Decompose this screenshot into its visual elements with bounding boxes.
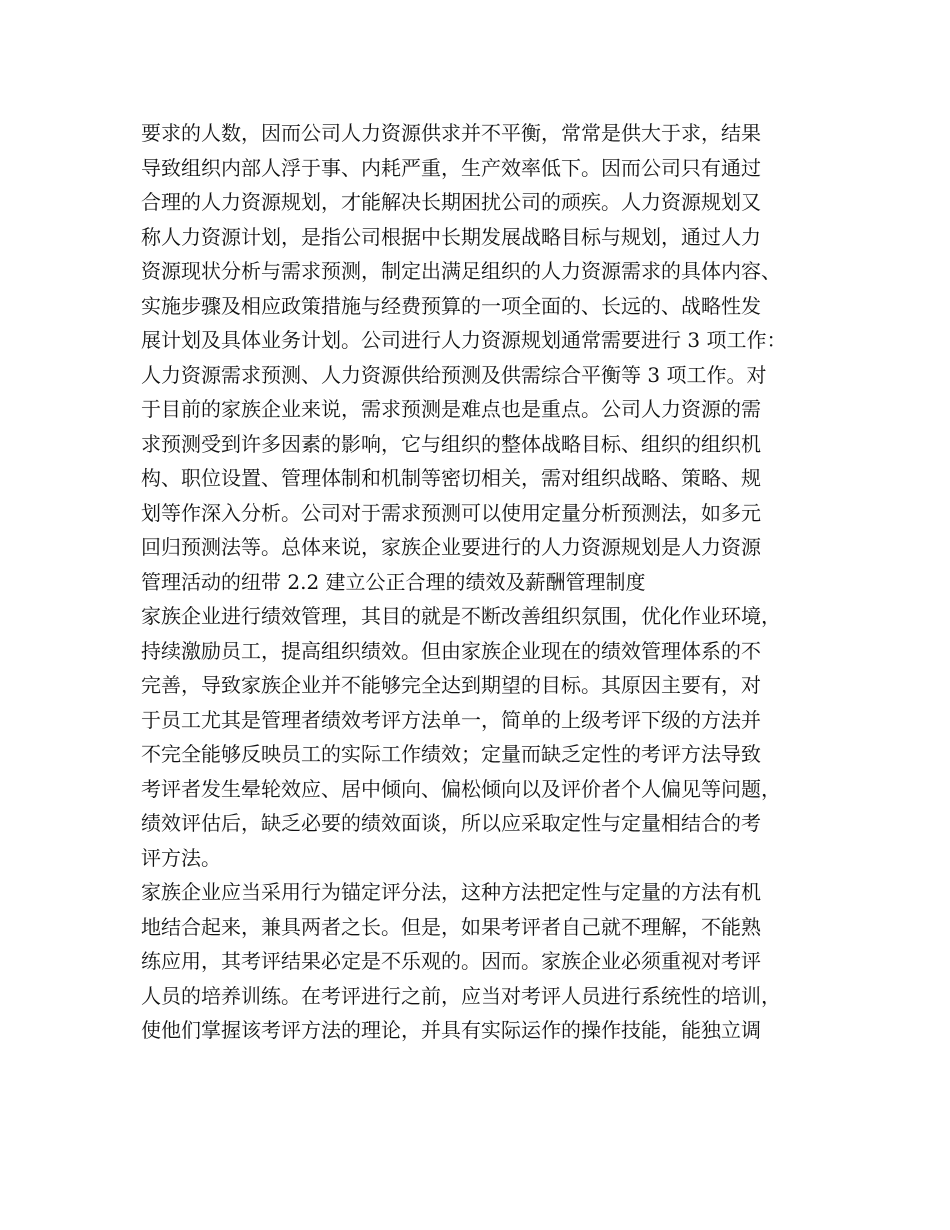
text-line: 不完全能够反映员工的实际工作绩效；定量而缺乏定性的考评方法导致 xyxy=(141,742,761,766)
body-text xyxy=(141,116,821,1048)
text-line: 构、职位设置、管理体制和机制等密切相关，需对组织战略、策略、规 xyxy=(141,466,761,490)
text-line: 实施步骤及相应政策措施与经费预算的一项全面的、长远的、战略性发 xyxy=(141,293,761,318)
text-line: 导致组织内部人浮于事、内耗严重，生产效率低下。因而公司只有通过 xyxy=(141,155,761,180)
text-line: 完善，导致家族企业并不能够完全达到期望的目标。其原因主要有，对 xyxy=(141,673,761,697)
text-line: 求预测受到许多因素的影响，它与组织的整体战略目标、组织的组织机 xyxy=(141,431,761,456)
text-line: 人员的培养训练。在考评进行之前，应当对考评人员进行系统性的培训， xyxy=(141,983,781,1008)
text-line: 练应用，其考评结果必定是不乐观的。因而。家族企业必须重视对考评 xyxy=(141,949,761,973)
text-line: 考评者发生晕轮效应、居中倾向、偏松倾向以及评价者个人偏见等问题， xyxy=(141,776,781,801)
text-line: 于目前的家族企业来说，需求预测是难点也是重点。公司人力资源的需 xyxy=(141,397,761,421)
text-line: 要求的人数，因而公司人力资源供求并不平衡，常常是供大于求，结果 xyxy=(141,121,761,145)
text-line: 地结合起来，兼具两者之长。但是，如果考评者自己就不理解，不能熟 xyxy=(141,914,761,939)
text-line: 持续激励员工，提高组织绩效。但由家族企业现在的绩效管理体系的不 xyxy=(141,638,761,663)
text-line: 家族企业进行绩效管理，其目的就是不断改善组织氛围，优化作业环境， xyxy=(141,604,781,628)
text-line: 称人力资源计划，是指公司根据中长期发展战略目标与规划，通过人力 xyxy=(141,224,761,249)
text-line: 展计划及具体业务计划。公司进行人力资源规划通常需要进行 3 项工作： xyxy=(141,328,787,352)
text-line: 人力资源需求预测、人力资源供给预测及供需综合平衡等 3 项工作。对 xyxy=(141,362,767,387)
text-line: 合理的人力资源规划，才能解决长期困扰公司的顽疾。人力资源规划又 xyxy=(141,190,761,214)
text-line: 家族企业应当采用行为锚定评分法，这种方法把定性与定量的方法有机 xyxy=(141,880,761,904)
text-line: 资源现状分析与需求预测，制定出满足组织的人力资源需求的具体内容、 xyxy=(141,259,781,283)
text-line: 管理活动的纽带 2.2 建立公正合理的绩效及薪酬管理制度 xyxy=(141,569,646,594)
text-line: 使他们掌握该考评方法的理论，并具有实际运作的操作技能，能独立调 xyxy=(141,1018,761,1042)
text-line: 划等作深入分析。公司对于需求预测可以使用定量分析预测法，如多元 xyxy=(141,500,761,525)
text-line: 于员工尤其是管理者绩效考评方法单一，简单的上级考评下级的方法并 xyxy=(141,707,761,732)
text-line: 评方法。 xyxy=(141,845,221,870)
text-line: 回归预测法等。总体来说，家族企业要进行的人力资源规划是人力资源 xyxy=(141,535,761,559)
text-line: 绩效评估后，缺乏必要的绩效面谈，所以应采取定性与定量相结合的考 xyxy=(141,811,761,835)
